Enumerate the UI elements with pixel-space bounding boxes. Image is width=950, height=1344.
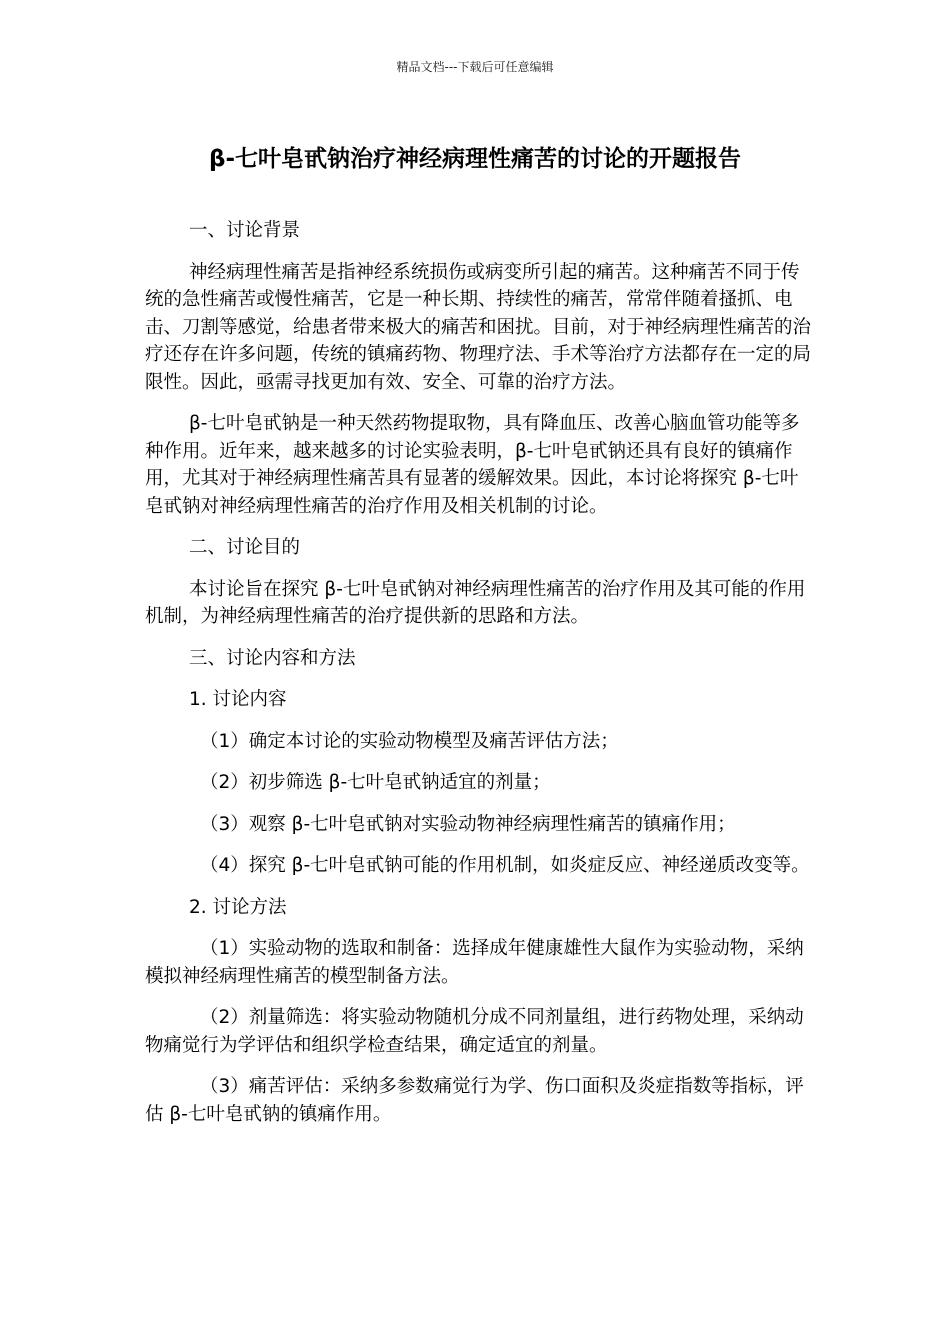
list-item-method-2: （2）剂量筛选：将实验动物随机分成不同剂量组，进行药物处理，采纳动物痛觉行为学评估和组织学检查结果，确定适宜的剂量。 — [145, 1007, 804, 1056]
list-item-content-1: （1）确定本讨论的实验动物模型及痛苦评估方法； — [200, 730, 619, 752]
document-title: β-七叶皂甙钠治疗神经病理性痛苦的讨论的开题报告 — [208, 146, 741, 172]
section-heading-background: 一、讨论背景 — [189, 220, 301, 241]
list-item-content-3: （3）观察 β-七叶皂甙钠对实验动物神经病理性痛苦的镇痛作用； — [200, 813, 736, 835]
section-heading-purpose: 二、讨论目的 — [189, 537, 301, 558]
list-item-method-1: （1）实验动物的选取和制备：选择成年健康雄性大鼠作为实验动物，采纳模拟神经病理性痛苦的模型制备方法。 — [145, 938, 804, 987]
paragraph-background-2: β-七叶皂甙钠是一种天然药物提取物，具有降血压、改善心脑血管功能等多种作用。近年来，越来越多的讨论实验表明，β-七叶皂甙钠还具有良好的镇痛作用，尤其对于神经病理性痛苦具有显著的缓解效果。因此，本讨论将探究 β-七叶皂甙钠对神经病理性痛苦的治疗作用及相关机制的讨论。 — [145, 413, 800, 517]
paragraph-purpose: 本讨论旨在探究 β-七叶皂甙钠对神经病理性痛苦的治疗作用及其可能的作用机制，为神经病理性痛苦的治疗提供新的思路和方法。 — [145, 578, 806, 627]
header-note: 精品文档---下载后可任意编辑 — [396, 60, 554, 74]
subheading-methods: 2. 讨论方法 — [189, 896, 287, 918]
list-item-content-2: （2）初步筛选 β-七叶皂甙钠适宜的剂量； — [200, 772, 551, 793]
list-item-content-4: （4）探究 β-七叶皂甙钠可能的作用机制，如炎症反应、神经递质改变等。 — [200, 855, 810, 876]
section-heading-content-methods: 三、讨论内容和方法 — [189, 647, 356, 669]
document-body — [145, 217, 813, 1142]
paragraph-background-1: 神经病理性痛苦是指神经系统损伤或病变所引起的痛苦。这种痛苦不同于传统的急性痛苦或慢性痛苦，它是一种长期、持续性的痛苦，常常伴随着搔抓、电击、刀割等感觉，给患者带来极大的痛苦和困扰。目前，对于神经病理性痛苦的治疗还存在许多问题，传统的镇痛药物、物理疗法、手术等治疗方法都存在一定的局限性。因此，亟需寻找更加有效、安全、可靠的治疗方法。 — [145, 261, 812, 393]
subheading-content: 1. 讨论内容 — [189, 689, 287, 710]
list-item-method-3: （3）痛苦评估：采纳多参数痛觉行为学、伤口面积及炎症指数等指标，评估 β-七叶皂甙钠的镇痛作用。 — [145, 1076, 804, 1125]
